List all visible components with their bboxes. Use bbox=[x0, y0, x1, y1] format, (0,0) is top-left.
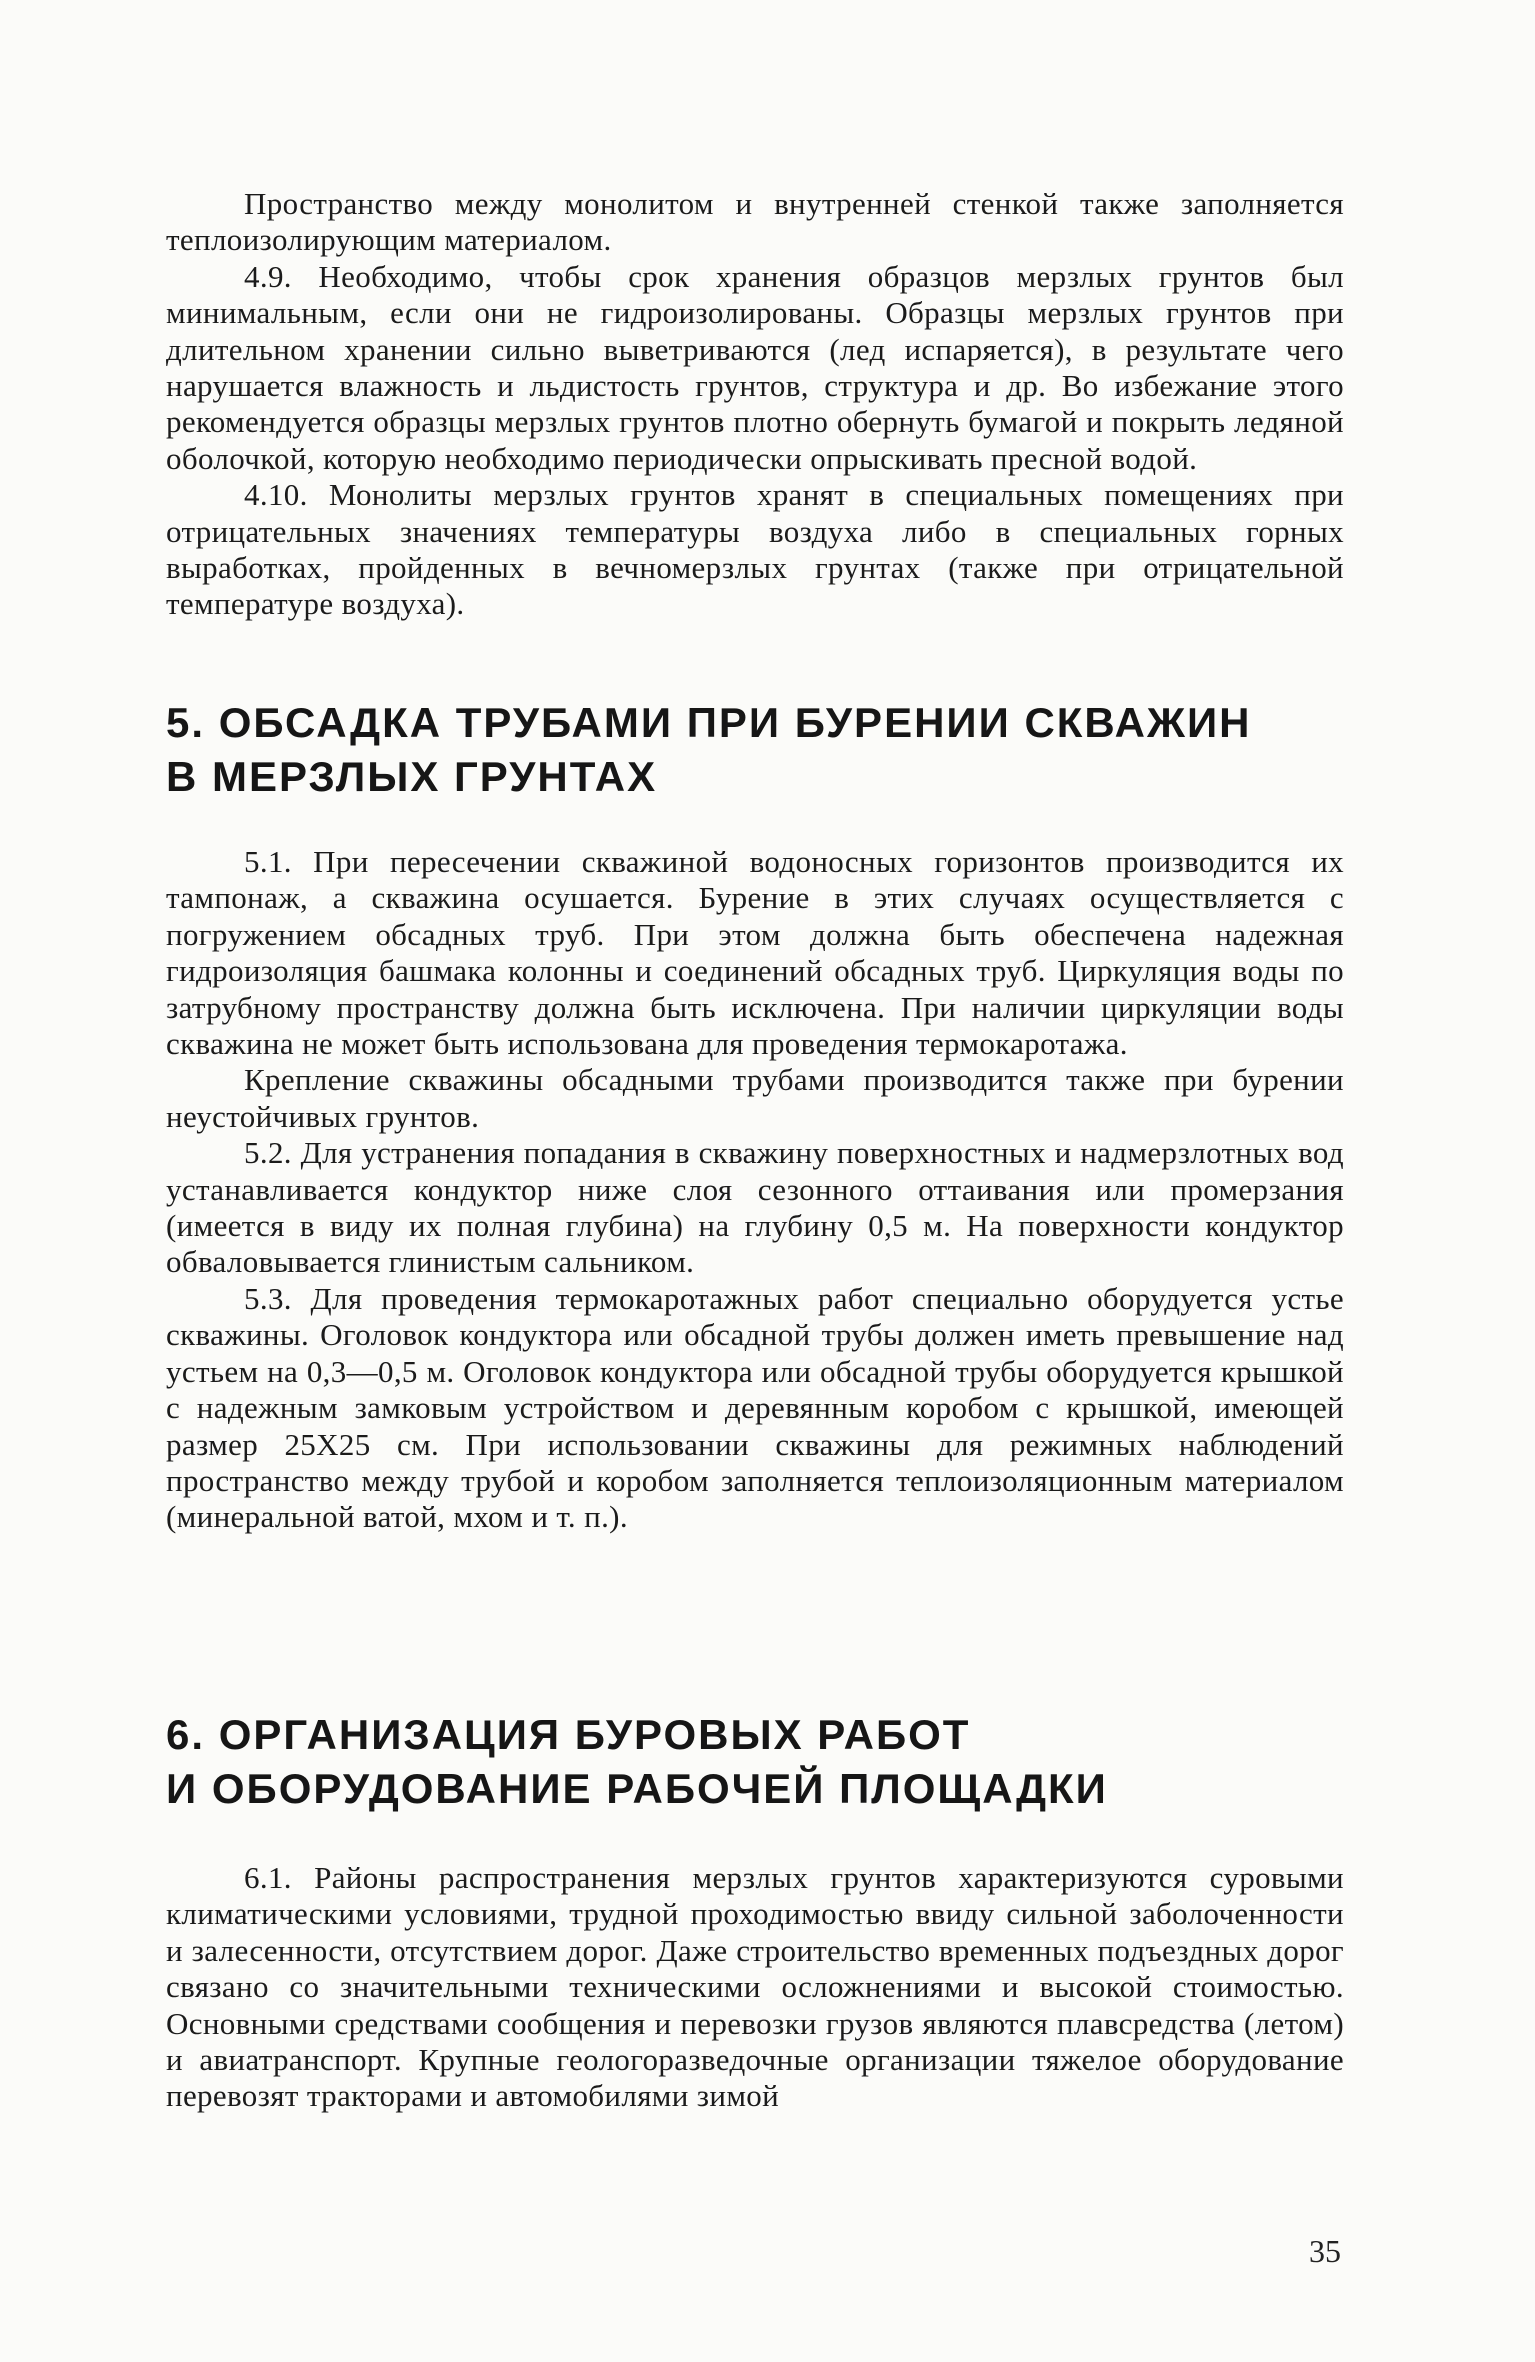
paragraph-casing: Крепление скважины обсадными трубами производится также при бурении неустойчивых грунтов. bbox=[166, 1062, 1344, 1134]
section-6-heading-line-2: И ОБОРУДОВАНИЕ РАБОЧЕЙ ПЛОЩАДКИ bbox=[166, 1765, 1108, 1812]
page-number: 35 bbox=[1309, 2233, 1341, 2269]
section-6-heading bbox=[166, 1708, 1344, 1816]
section-5-heading bbox=[166, 696, 1344, 804]
paragraph-4-10: 4.10. Монолиты мерзлых грунтов хранят в специальных помещениях при отрицательных значениях температуры воздуха либо в специальных горных выработках, пройденных в вечномерзлых грунтах (также при отрицательной температуре воздуха). bbox=[166, 477, 1344, 622]
section-5-heading-line-2: В МЕРЗЛЫХ ГРУНТАХ bbox=[166, 753, 658, 800]
section-6-body bbox=[166, 1860, 1344, 2115]
paragraph-5-3: 5.3. Для проведения термокаротажных работ специально оборудуется устье скважины. Оголовок кондуктора или обсадной трубы должен иметь превышение над устьем на 0,3—0,5 м. Оголовок кондуктора или обсадной трубы оборудуется крышкой с надежным замковым устройством и деревянным коробом с крышкой, имеющей размер 25Х25 см. При использовании скважины для режимных наблюдений пространство между трубой и коробом заполняется теплоизоляционным материалом (минеральной ватой, мхом и т. п.). bbox=[166, 1280, 1344, 1535]
paragraph-5-2: 5.2. Для устранения попадания в скважину поверхностных и надмерзлотных вод устанавливается кондуктор ниже слоя сезонного оттаивания или промерзания (имеется в виду их полная глубина) на глубину 0,5 м. На поверхности кондуктор обваловывается глинистым сальником. bbox=[166, 1135, 1344, 1280]
paragraph-6-1: 6.1. Районы распространения мерзлых грунтов характеризуются суровыми климатическими условиями, трудной проходимостью ввиду сильной заболоченности и залесенности, отсутствием дорог. Даже строительство временных подъездных дорог связано со значительными техническими осложнениями и высокой стоимостью. Основными средствами сообщения и перевозки грузов являются плавсредства (летом) и авиатранспорт. Крупные геологоразведочные организации тяжелое оборудование перевозят тракторами и автомобилями зимой bbox=[166, 1860, 1344, 2114]
section-6-heading-line-1: 6. ОРГАНИЗАЦИЯ БУРОВЫХ РАБОТ bbox=[166, 1711, 971, 1758]
paragraph-5-1: 5.1. При пересечении скважиной водоносных горизонтов производится их тампонаж, а скважина осушается. Бурение в этих случаях осуществляется с погружением обсадных труб. При этом должна быть обеспечена надежная гидроизоляция башмака колонны и соединений обсадных труб. Циркуляция воды по затрубному пространству должна быть исключена. При наличии циркуляции воды скважина не может быть использована для проведения термокаротажа. bbox=[166, 844, 1344, 1062]
intro-paragraph-1: Пространство между монолитом и внутренней стенкой также заполняется теплоизолирующим материалом. bbox=[166, 186, 1344, 258]
paragraph-4-9: 4.9. Необходимо, чтобы срок хранения образцов мерзлых грунтов был минимальным, если они не гидроизолированы. Образцы мерзлых грунтов при длительном хранении сильно выветриваются (лед испаряется), в результате чего нарушается влажность и льдистость грунтов, структура и др. Во избежание этого рекомендуется образцы мерзлых грунтов плотно обернуть бумагой и покрыть ледяной оболочкой, которую необходимо периодически опрыскивать пресной водой. bbox=[166, 258, 1344, 476]
section-5-body bbox=[166, 844, 1344, 1536]
intro-block bbox=[166, 186, 1344, 623]
section-5-heading-line-1: 5. ОБСАДКА ТРУБАМИ ПРИ БУРЕНИИ СКВАЖИН bbox=[166, 699, 1252, 746]
